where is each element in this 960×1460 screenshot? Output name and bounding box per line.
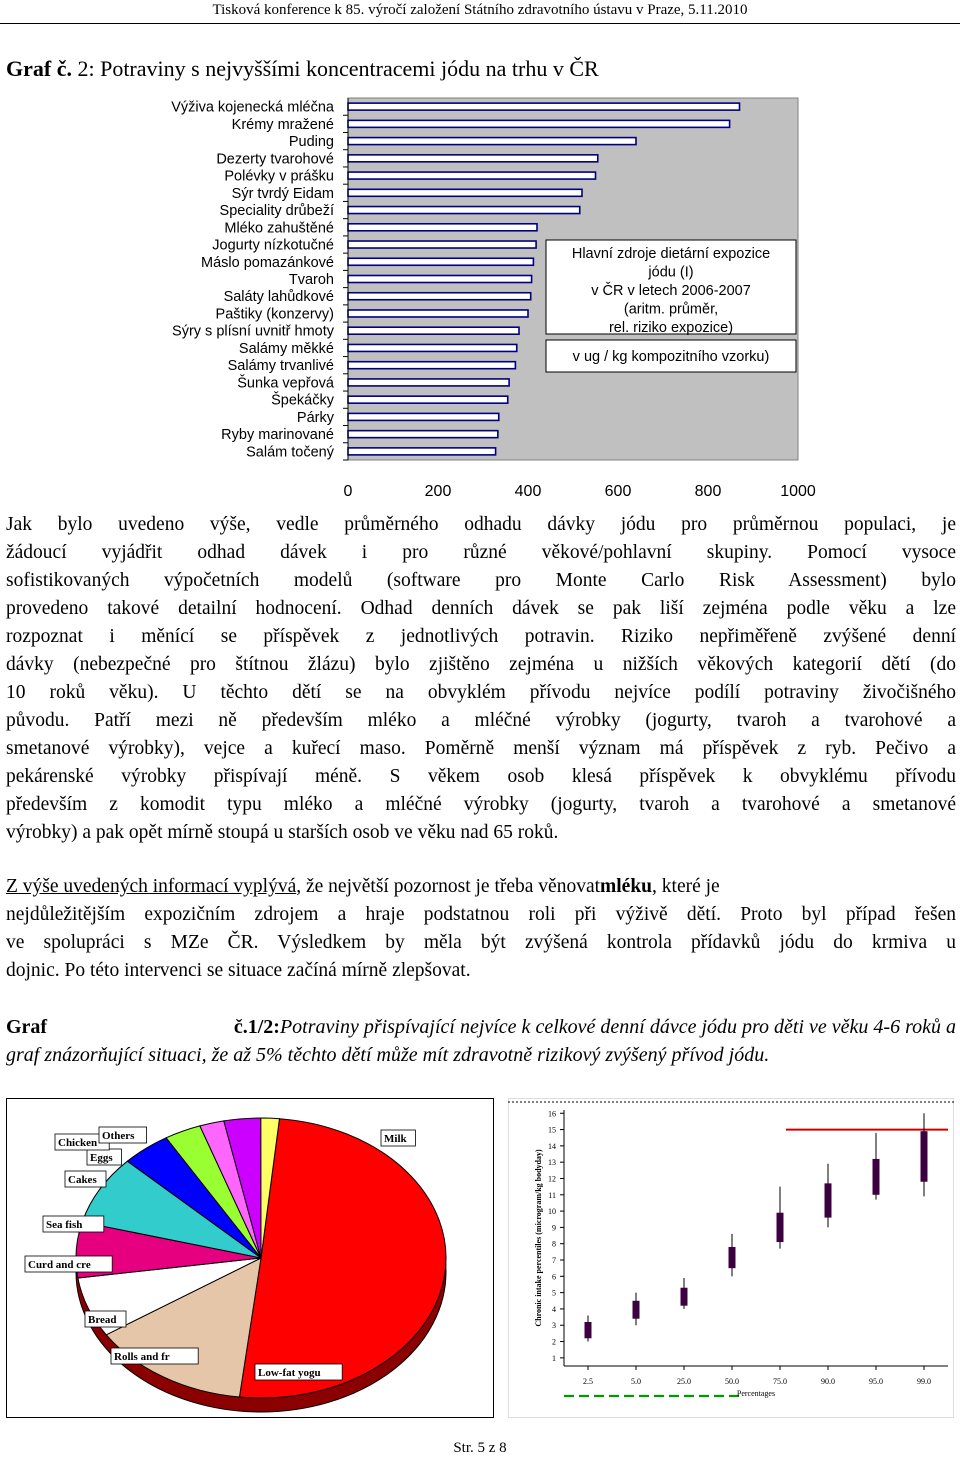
paragraph-1-line: původu. Patří mezi ně především mléko a mléčné výrobky (jogurty, tvaroh a tvarohové a (6, 710, 956, 731)
bar (348, 258, 533, 265)
y-tick-label: 13 (548, 1158, 556, 1168)
caption-2-line-2: graf znázorňující situaci, že až 5% těchto dětí může mít zdravotně rizikový zvýšený přívod jódu. (6, 1044, 770, 1066)
paragraph-1-line: pekárenské výrobky přispívají méně. S věkem osob klesá příspěvek k obvyklému přívodu (6, 766, 956, 787)
caption-2-label: Graf č.1/2: (6, 1016, 280, 1038)
box (825, 1183, 832, 1217)
category-label: Krémy mražené (231, 116, 334, 133)
category-label: Máslo pomazánkové (201, 254, 334, 271)
category-label: Ryby marinované (221, 427, 334, 444)
box (681, 1288, 688, 1306)
caption-2-line-1-text: Potraviny přispívající nejvíce k celkové denní dávce jódu pro děti ve věku 4-6 roků a (279, 1016, 956, 1038)
pie-chart (6, 1098, 494, 1418)
pie-label: Milk (384, 1133, 407, 1145)
box (777, 1213, 784, 1242)
bar (348, 103, 740, 110)
box (873, 1159, 880, 1195)
box (921, 1131, 928, 1182)
paragraph-1-line: sofistikovaných výpočetních modelů (software pro Monte Carlo Risk Assessment) bylo (6, 570, 956, 591)
paragraph-1-line: výrobky) a pak opět mírně stoupá u starších osob ve věku nad 65 roků. (6, 822, 559, 843)
category-label: Mléko zahuštěné (224, 220, 334, 237)
bar (348, 138, 636, 145)
paragraph-2-line-1-end: , které je (652, 876, 720, 897)
x-tick-label: 0 (343, 483, 353, 500)
x-tick-label: 75.0 (773, 1377, 787, 1386)
page-footer: Str. 5 z 8 (453, 1440, 507, 1456)
category-label: Tvaroh (288, 272, 334, 288)
y-tick-label: 5 (552, 1288, 556, 1298)
category-label: Špekáčky (271, 392, 334, 409)
paragraph-2-line-3: ve spolupráci s MZe ČR. Výsledkem by měla být zvýšená kontrola přídavků jódu do krmiva u (6, 932, 956, 953)
legend-line: (aritm. průměr, (623, 301, 719, 318)
box (729, 1247, 736, 1268)
pie-label: Eggs (90, 1152, 113, 1164)
box (585, 1322, 592, 1338)
category-label: Salámy trvanlivé (227, 358, 334, 375)
figure-title-prefix: Graf č. (6, 56, 72, 81)
y-tick-label: 8 (552, 1239, 556, 1249)
x-tick-label: 600 (604, 483, 632, 500)
y-tick-label: 7 (552, 1256, 556, 1266)
legend-line: jódu (I) (648, 264, 694, 281)
category-label: Paštiky (konzervy) (215, 306, 334, 323)
y-tick-label: 11 (548, 1190, 556, 1200)
paragraph-1-line: smetanové výrobky), vejce a kuřecí maso. Poměrně menší význam má příspěvek z ryb. Pečivo a (6, 738, 956, 759)
bold-word-milk: mléku (600, 876, 653, 897)
paragraph-1-line: především z komodit typu mléko a mléčné výrobky (jogurty, tvaroh a tvarohové a smetanové (6, 794, 956, 815)
pie-label: Cakes (68, 1174, 97, 1186)
x-tick-label: 2.5 (583, 1377, 593, 1386)
bar (348, 448, 496, 455)
x-tick-label: 400 (514, 483, 542, 500)
x-tick-label: 50.0 (725, 1377, 739, 1386)
bar (348, 310, 528, 317)
pie-label: Sea fish (46, 1219, 83, 1231)
page-header: Tisková konference k 85. výročí založení Státního zdravotního ústavu v Praze, 5.11.2010 (0, 2, 960, 24)
category-label: Puding (288, 134, 334, 151)
paragraph-2-line-1-rest: , že největší pozornost je třeba věnovat (296, 876, 601, 897)
y-tick-label: 9 (552, 1223, 556, 1233)
paragraph-1-line: rozpoznat i měnící se příspěvek z jednotlivých potravin. Riziko nepřiměřeně zvýšené denní (6, 626, 956, 647)
caption-2-line-1 (6, 1013, 956, 1041)
box (633, 1301, 640, 1319)
category-label: Salámy měkké (238, 340, 334, 357)
y-tick-label: 4 (552, 1304, 556, 1314)
y-tick-label: 12 (548, 1174, 556, 1184)
legend-line: v ČR v letech 2006-2007 (591, 283, 751, 299)
bar (348, 362, 515, 369)
paragraph-1 (6, 511, 956, 847)
figure-title-text: 2: Potraviny s nejvyššími koncentracemi jódu na trhu v ČR (71, 56, 599, 81)
pie-label: Others (102, 1130, 135, 1142)
bar (348, 172, 596, 179)
paragraph-1-line: dávky (nebezpečné pro štítnou žlázu) bylo zjištěno zejména u nižších věkových kategorií dětí (do (6, 654, 956, 675)
x-tick-label: 800 (694, 483, 722, 500)
pie-label: Curd and cre (28, 1259, 91, 1271)
bar (348, 241, 536, 248)
bar (348, 293, 531, 300)
y-tick-label: 16 (548, 1109, 556, 1119)
category-label: Jogurty nízkotučné (212, 237, 334, 254)
category-label: Speciality drůbeží (219, 203, 334, 220)
box-plot-chart (508, 1098, 954, 1418)
x-tick-label: 95.0 (869, 1377, 883, 1386)
bar (348, 155, 598, 162)
paragraph-1-line: Jak bylo uvedeno výše, vedle průměrného odhadu dávky jódu pro průměrnou populaci, je (6, 514, 956, 535)
category-label: Salám točený (246, 444, 334, 461)
paragraph-1-line: žádoucí vyjádřit odhad dávek i pro různé věkové/pohlavní skupiny. Pomocí vysoce (6, 542, 956, 563)
y-tick-label: 10 (548, 1207, 556, 1217)
bar (348, 431, 498, 438)
x-tick-label: 25.0 (677, 1377, 691, 1386)
category-label: Saláty lahůdkové (223, 289, 334, 306)
y-tick-label: 2 (552, 1337, 556, 1347)
paragraph-2-line-2: nejdůležitějším expozičním zdrojem a hraje podstatnou roli při výživě dětí. Proto byl případ řešen (6, 904, 956, 925)
x-tick-label: 99.0 (917, 1377, 931, 1386)
bar (348, 396, 508, 403)
paragraph-2 (6, 873, 956, 985)
pie-label: Rolls and fr (114, 1351, 170, 1363)
bar (348, 276, 532, 283)
paragraph-2-line-1 (6, 873, 956, 901)
bar (348, 120, 730, 127)
y-tick-label: 15 (548, 1125, 556, 1135)
x-axis-label: Percentages (736, 1389, 776, 1398)
legend-line: rel. riziko expozice) (608, 320, 734, 336)
category-label: Výživa kojenecká mléčna (171, 99, 334, 116)
figure-caption-2 (6, 1013, 956, 1069)
category-label: Párky (296, 409, 334, 426)
y-tick-label: 1 (552, 1353, 556, 1363)
x-tick-label: 1000 (780, 483, 816, 500)
legend-line: Hlavní zdroje dietární expozice (571, 246, 771, 262)
x-tick-label: 5.0 (631, 1377, 641, 1386)
category-label: Polévky v prášku (224, 168, 334, 185)
y-axis-label: Chronic intake percentiles (microgram/kg bodyday) (534, 1149, 543, 1327)
pie-label: Bread (88, 1314, 117, 1326)
bar (348, 207, 580, 214)
underlined-phrase: Z výše uvedených informací vyplývá (6, 876, 297, 897)
paragraph-1-line: provedeno takové detailní hodnocení. Odhad denních dávek se pak liší zejména podle věku a lze (6, 598, 956, 619)
unit-label: v ug / kg kompozitního vzorku) (572, 349, 770, 365)
category-label: Sýry s plísní uvnitř hmoty (172, 323, 334, 340)
figure-title (6, 56, 599, 82)
category-label: Dezerty tvarohové (216, 151, 334, 168)
bar (348, 224, 537, 231)
bar (348, 379, 509, 386)
bar (348, 327, 519, 334)
x-tick-label: 200 (424, 483, 452, 500)
pie-label: Chicken (58, 1137, 98, 1149)
bar (348, 344, 517, 351)
paragraph-1-line: 10 roků věku). U těchto dětí se na obvyklém přívodu nejvíce podílí potraviny živočišného (6, 682, 956, 703)
pie-label: Low-fat yogu (258, 1367, 321, 1379)
category-label: Šunka vepřová (237, 375, 334, 392)
category-label: Sýr tvrdý Eidam (231, 185, 334, 202)
y-tick-label: 6 (552, 1272, 556, 1282)
y-tick-label: 14 (548, 1141, 556, 1151)
bar (348, 413, 499, 420)
x-tick-label: 90.0 (821, 1377, 835, 1386)
y-tick-label: 3 (552, 1321, 556, 1331)
bar (348, 189, 582, 196)
paragraph-2-line-4: dojnic. Po této intervenci se situace začíná mírně zlepšovat. (6, 960, 471, 981)
iodine-bar-chart (140, 96, 830, 506)
